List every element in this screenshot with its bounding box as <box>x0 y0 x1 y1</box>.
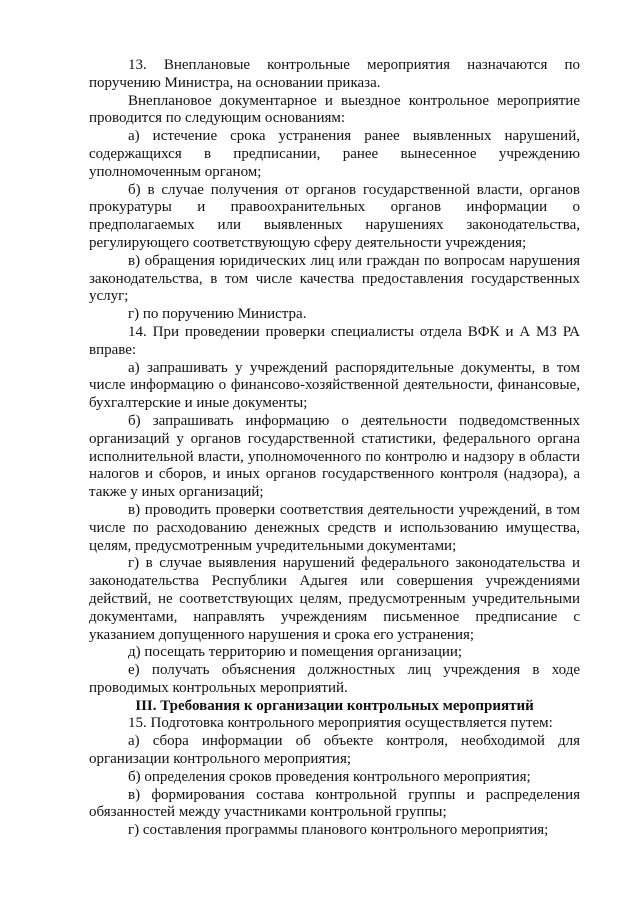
paragraph-13-b: б) в случае получения от органов государственной власти, органов прокуратуры и правоохранительных органов информации о предполагаемых или выявленных нарушениях законодательства, регулирующего соответствующую сферу деятельности учреждения; <box>89 181 580 251</box>
paragraph-14-d: д) посещать территорию и помещения организации; <box>128 644 463 661</box>
paragraph-14-a: а) запрашивать у учреждений распорядительные документы, в том числе информацию о финансово-хозяйственной деятельности, финансовые, бухгалтерские и иные документы; <box>89 359 580 412</box>
paragraph-14-g: г) в случае выявления нарушений федерального законодательства и законодательства Республики Адыгея или совершения учреждениями действий, не соответствующих целям, предусмотренным учредительными документами, направлять учреждениям письменное предписание с указанием допущенного нарушения и срока его устранения; <box>89 555 580 643</box>
paragraph-13-a: а) истечение срока устранения ранее выявленных нарушений, содержащихся в предписании, ранее вынесенное учреждению уполномоченным органом; <box>89 128 580 180</box>
paragraph-14: 14. При проведении проверки специалисты отдела ВФК и А МЗ РА вправе: <box>89 323 580 358</box>
paragraph-14-v: в) проводить проверки соответствия деятельности учреждений, в том числе по расходованию денежных средств и использованию имущества, целям, предусмотренным учредительными документами; <box>89 501 580 554</box>
paragraph-13-g: г) по поручению Министра. <box>128 306 307 323</box>
paragraph-15-g: г) составления программы планового контрольного мероприятия; <box>128 822 549 839</box>
paragraph-15-a: а) сбора информации об объекте контроля, необходимой для организации контрольного мероприятия; <box>89 733 580 768</box>
paragraph-unplanned-grounds: Внеплановое документарное и выездное контрольное мероприятие проводится по следующим основаниям: <box>89 92 580 127</box>
paragraph-15-b: б) определения сроков проведения контрольного мероприятия; <box>128 768 531 785</box>
paragraph-14-e: е) получать объяснения должностных лиц учреждения в ходе проводимых контрольных мероприятий. <box>89 662 580 696</box>
paragraph-15: 15. Подготовка контрольного мероприятия осуществляется путем: <box>128 715 553 732</box>
paragraph-14-b: б) запрашивать информацию о деятельности подведомственных организаций у органов государственной статистики, федерального органа исполнительной власти, уполномоченного по контролю и надзору в области налогов и сборов, и иных органов государственного контроля (надзора), а также у иных организаций; <box>89 412 580 501</box>
paragraph-13: 13. Внеплановые контрольные мероприятия назначаются по поручению Министра, на основании приказа. <box>89 57 580 91</box>
section-heading: III. Требования к организации контрольных мероприятий <box>135 697 534 714</box>
paragraph-13-v: в) обращения юридических лиц или граждан по вопросам нарушения законодательства, в том числе качества предоставления государственных услуг; <box>89 252 580 305</box>
paragraph-15-v: в) формирования состава контрольной группы и распределения обязанностей между участниками контрольной группы; <box>89 786 580 821</box>
